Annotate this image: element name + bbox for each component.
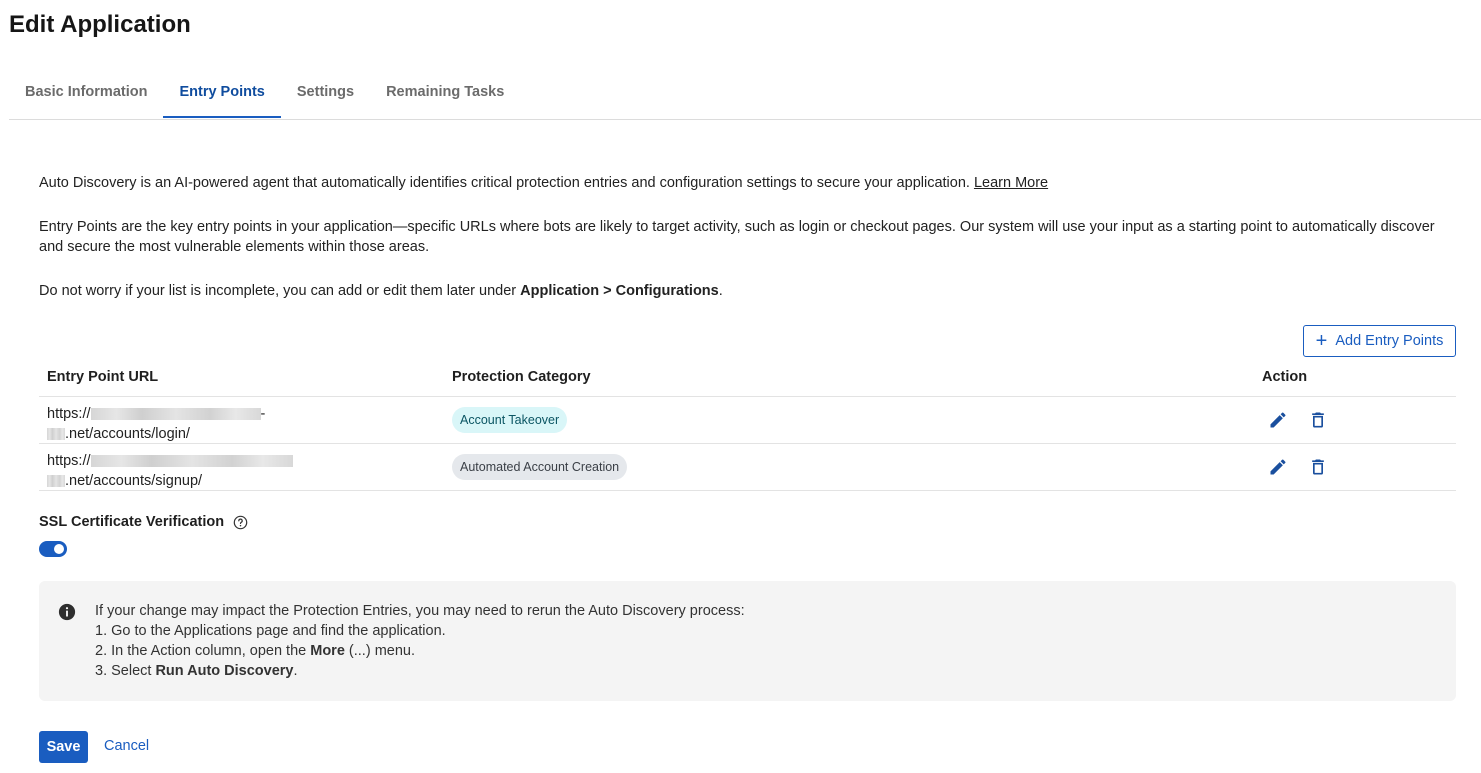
edit-icon[interactable] [1268, 457, 1288, 477]
info-line-text: . [293, 663, 298, 679]
entry-point-url [47, 404, 265, 444]
ssl-verification-label [39, 514, 248, 530]
entry-points-description: Entry Points are the key entry points in your application—specific URLs where bots are likely to target activity, such as login or checkout pages. Our system will use your input as a starting point to automatically discover and secure the most vulnerable elements within those areas. [39, 219, 1435, 255]
tab-basic-information[interactable]: Basic Information [25, 84, 148, 100]
edit-icon[interactable] [1268, 410, 1288, 430]
tab-remaining-tasks[interactable]: Remaining Tasks [386, 84, 505, 100]
save-button[interactable]: Save [39, 731, 88, 763]
ssl-verification-toggle[interactable] [39, 541, 67, 557]
entry-points-table [39, 358, 1456, 491]
redacted-text [91, 408, 261, 420]
info-circle-icon [58, 603, 76, 621]
cancel-button[interactable]: Cancel [104, 738, 150, 754]
redacted-text [91, 455, 293, 467]
entry-point-url [47, 451, 293, 491]
info-line-bold: Run Auto Discovery [155, 663, 294, 679]
auto-discovery-description [39, 173, 1459, 193]
auto-discovery-text: Auto Discovery is an AI-powered agent that automatically identifies critical protection entries and configuration settings to secure your application. [39, 175, 970, 191]
info-line-text: (...) menu. [348, 643, 415, 659]
url-prefix: https:// [47, 453, 91, 469]
redacted-text [47, 475, 65, 487]
toggle-knob [54, 544, 64, 554]
ssl-label-text: SSL Certificate Verification [39, 514, 225, 530]
redacted-text [47, 428, 65, 440]
page-title: Edit Application [9, 11, 191, 38]
tab-settings[interactable]: Settings [296, 84, 355, 100]
note-text: Do not worry if your list is incomplete, you can add or edit them later under [39, 283, 517, 299]
info-line [95, 661, 745, 681]
note-path: Application > Configurations [520, 283, 719, 299]
table-row [39, 444, 1456, 491]
url-prefix: https:// [47, 406, 91, 422]
tab-entry-points[interactable]: Entry Points [163, 72, 280, 118]
tab-bar [9, 72, 1481, 120]
info-text [95, 601, 745, 681]
column-header-url: Entry Point URL [47, 369, 159, 385]
table-row [39, 397, 1456, 444]
add-entry-points-label: Add Entry Points [1335, 333, 1444, 349]
plus-icon: + [1315, 330, 1328, 352]
url-suffix: - [260, 406, 266, 422]
url-path: .net/accounts/signup/ [65, 473, 203, 489]
note-suffix: . [718, 283, 723, 299]
learn-more-link[interactable]: Learn More [973, 175, 1049, 191]
category-badge: Automated Account Creation [452, 454, 627, 480]
trash-icon[interactable] [1308, 457, 1328, 477]
question-circle-icon[interactable] [233, 515, 248, 530]
info-line-bold: More [310, 643, 345, 659]
add-entry-points-button[interactable] [1303, 325, 1456, 357]
table-header [39, 358, 1456, 397]
column-header-category: Protection Category [452, 369, 591, 385]
url-path: .net/accounts/login/ [65, 426, 190, 442]
category-badge: Account Takeover [452, 407, 567, 433]
info-line: 1. Go to the Applications page and find the application. [95, 623, 446, 639]
configuration-note [39, 281, 1459, 301]
info-panel [39, 581, 1456, 701]
trash-icon[interactable] [1308, 410, 1328, 430]
column-header-action: Action [1262, 369, 1308, 385]
info-line-text: 3. Select [95, 663, 152, 679]
info-line-text: 2. In the Action column, open the [95, 643, 307, 659]
info-line [95, 641, 745, 661]
info-line: If your change may impact the Protection Entries, you may need to rerun the Auto Discovery process: [95, 603, 745, 619]
